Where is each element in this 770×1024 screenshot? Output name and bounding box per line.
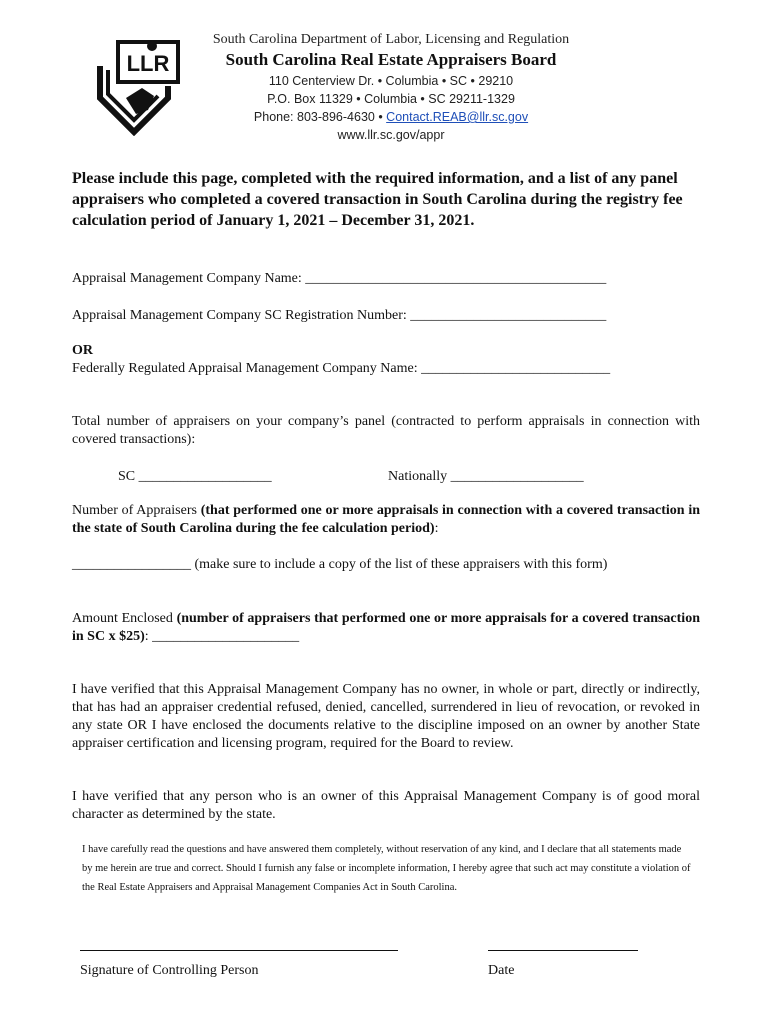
declaration-text: I have carefully read the questions and have answered them completely, without reservation of any kind, and I declare that all statements made by me herein are true and correct. Should I furnish any false or incomplete information, I hereby agree that such act may constitute a violation of the Real Estate Appraisers and Appraisal Management Companies Act in South Carolina. [82,844,691,893]
number-bold: (that performed one or more appraisals in connection with a covered transaction in the state of South Carolina during the fee calculation period) [72,503,701,536]
amount-lead: Amount Enclosed [72,611,177,626]
phone-line [196,110,586,124]
date-line [488,950,638,951]
amc-name-field: Appraisal Management Company Name: ___________________________________________ [72,271,607,286]
board-name: South Carolina Real Estate Appraisers Board [225,50,557,69]
federal-amc-name-field: Federally Regulated Appraisal Management Company Name: ___________________________ [72,361,611,376]
logo-text: LLR [126,51,170,76]
department-name: South Carolina Department of Labor, Licensing and Regulation [212,32,570,47]
phone-number: Phone: 803-896-4630 • [253,110,387,124]
national-count-field: Nationally ___________________ [388,469,584,484]
sc-count-field: SC ___________________ [118,469,272,484]
letterhead [196,32,586,142]
po-box-address: P.O. Box 11329 • Columbia • SC 29211-1329 [267,92,515,106]
number-of-appraisers-text [72,502,700,538]
llr-logo [96,36,184,136]
number-lead: Number of Appraisers [72,503,201,518]
verification-moral-character: I have verified that any person who is an owner of this Appraisal Management Company is of good moral character as determined by the state. [72,789,700,822]
intro-instructions: Please include this page, completed with the required information, and a list of any panel appraisers who completed a covered transaction in South Carolina during the registry fee calculation period of January 1, 2021 – December 31, 2021. [72,170,683,229]
signature-label: Signature of Controlling Person [80,963,259,978]
amount-bold: (number of appraisers that performed one or more appraisals for a covered transaction in SC x $25) [72,611,700,644]
amount-tail: : _____________________ [144,629,300,644]
email-link[interactable]: Contact.REAB@llr.sc.gov [386,110,529,124]
number-of-appraisers-field: _________________ (make sure to include a copy of the list of these appraisers with this form) [72,557,608,572]
amount-enclosed-text [72,610,700,646]
verification-owner-discipline: I have verified that this Appraisal Management Company has no owner, in whole or part, directly or indirectly, that has had an appraiser credential refused, denied, cancelled, surrendered in lieu of revocation, or revoked in any state OR I have enclosed the documents relative to the discipline imposed on an owner by another State appraiser certification and licensing program, required for the Board to review. [72,682,700,751]
signature-line [80,950,398,951]
number-tail: : [434,521,439,536]
or-label: OR [72,343,93,358]
amc-registration-field: Appraisal Management Company SC Registration Number: ____________________________ [72,308,607,323]
website-link[interactable]: www.llr.sc.gov/appr [337,128,445,142]
date-label: Date [488,963,515,978]
street-address: 110 Centerview Dr. • Columbia • SC • 29210 [268,74,514,88]
total-appraisers-text: Total number of appraisers on your company’s panel (contracted to perform appraisals in connection with covered transactions): [72,414,700,447]
